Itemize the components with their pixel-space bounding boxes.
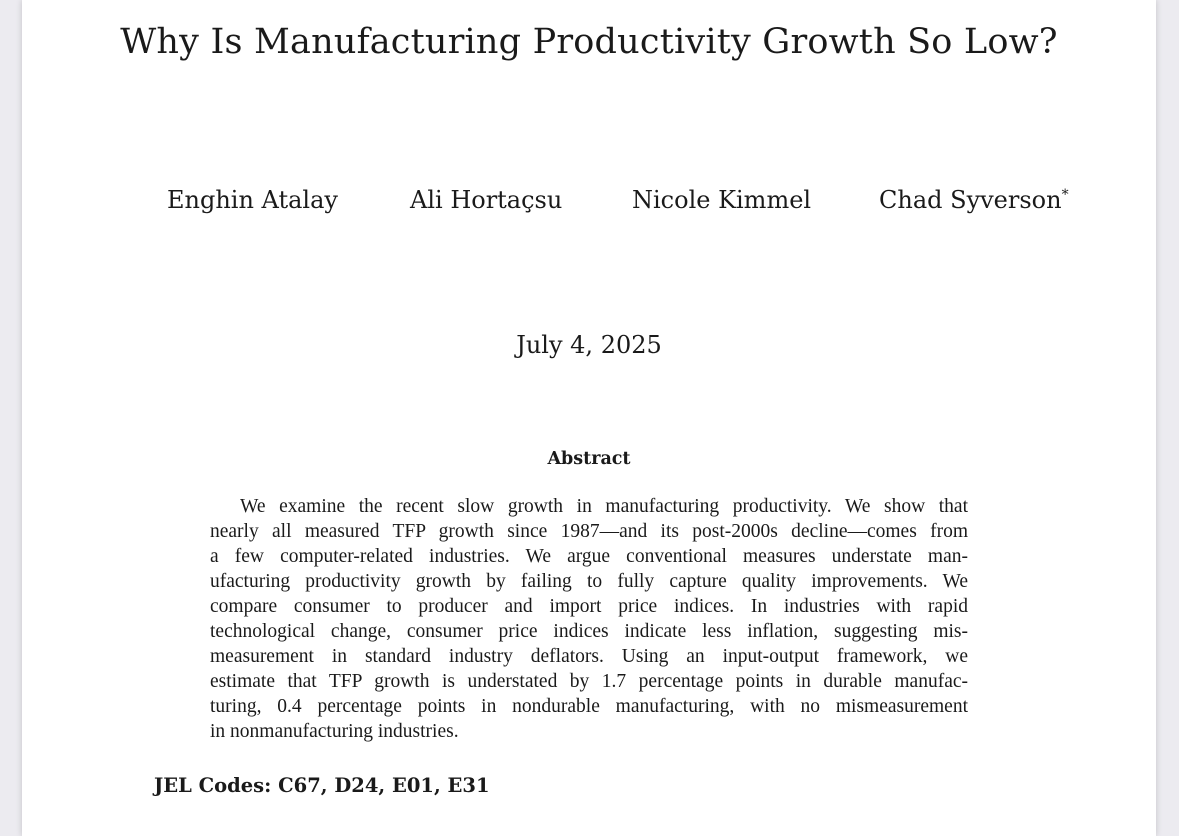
author-name-text: Chad Syverson xyxy=(879,186,1062,214)
author-name xyxy=(167,186,338,214)
abstract-line: compare consumer to producer and import price indices. In industries with rapid xyxy=(210,596,968,617)
author-footnote-mark: * xyxy=(1061,187,1069,203)
author-name xyxy=(879,186,1069,214)
abstract-line: ufacturing productivity growth by failing to fully capture quality improvements. We xyxy=(210,571,968,592)
abstract-line: measurement in standard industry deflators. Using an input-output framework, we xyxy=(210,646,968,667)
abstract-line: We examine the recent slow growth in manufacturing productivity. We show that xyxy=(240,496,968,517)
abstract-line: estimate that TFP growth is understated by 1.7 percentage points in durable manufac- xyxy=(210,671,968,692)
abstract-line: in nonmanufacturing industries. xyxy=(210,721,459,742)
abstract-heading: Abstract xyxy=(547,449,631,469)
abstract-line: nearly all measured TFP growth since 1987—and its post-2000s decline—comes from xyxy=(210,521,968,542)
author-name-text: Enghin Atalay xyxy=(167,186,338,214)
jel-codes: JEL Codes: C67, D24, E01, E31 xyxy=(154,774,490,797)
author-name xyxy=(410,186,562,214)
abstract-line: turing, 0.4 percentage points in nondurable manufacturing, with no mismeasurement xyxy=(210,696,968,717)
author-name xyxy=(632,186,811,214)
abstract-line: technological change, consumer price indices indicate less inflation, suggesting mis- xyxy=(210,621,968,642)
paper-page xyxy=(22,0,1156,836)
abstract-line: a few computer-related industries. We argue conventional measures understate man- xyxy=(210,546,968,567)
author-name-text: Ali Hortaçsu xyxy=(410,186,563,214)
author-name-text: Nicole Kimmel xyxy=(632,186,812,214)
paper-date: July 4, 2025 xyxy=(516,331,662,359)
paper-title: Why Is Manufacturing Productivity Growth So Low? xyxy=(120,22,1058,62)
abstract-body xyxy=(210,494,968,744)
